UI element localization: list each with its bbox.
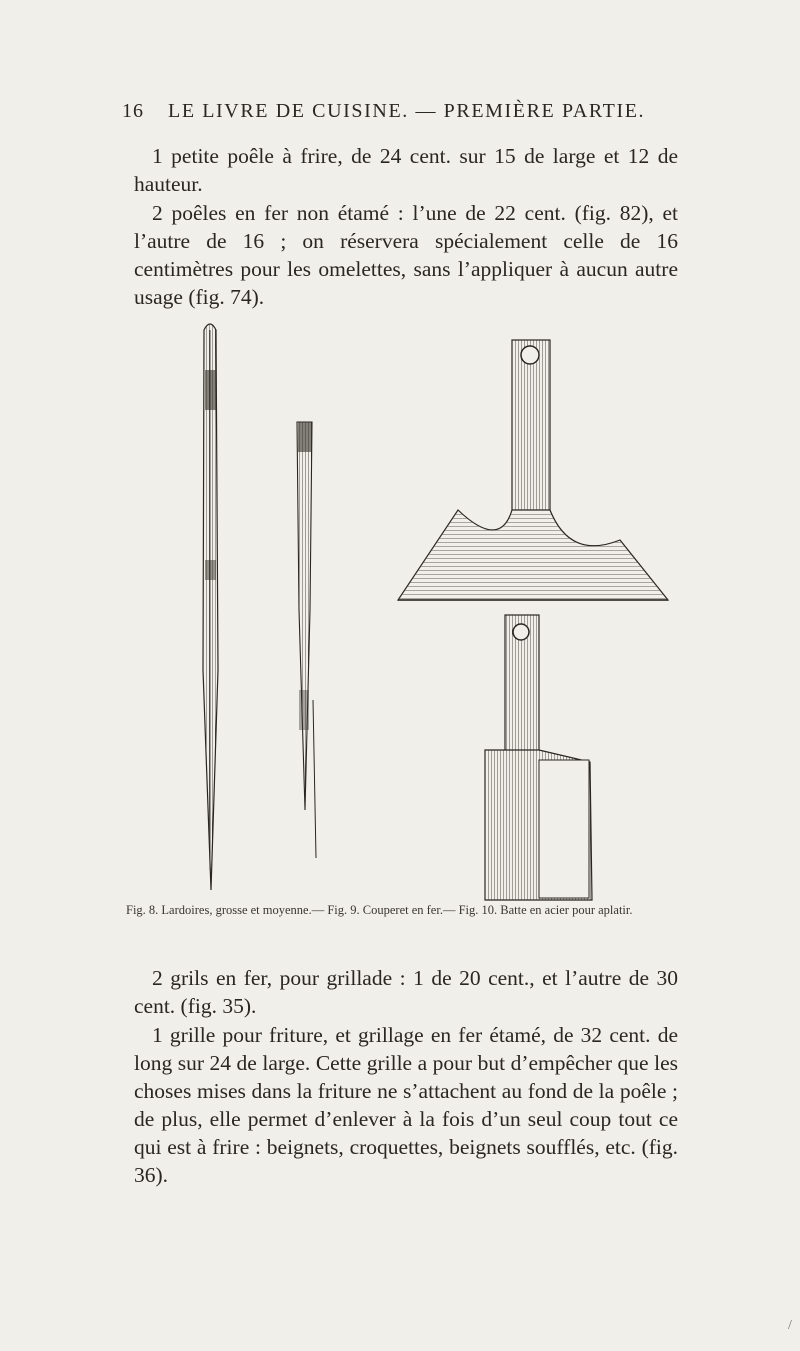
- page-number: 16: [122, 100, 144, 122]
- medium-larding-needle: [297, 422, 316, 858]
- figure-caption: Fig. 8. Lardoires, grosse et moyenne.— Fig. 9. Couperet en fer.— Fig. 10. Batte en acier pour aplatir.: [126, 903, 633, 917]
- running-title: LE LIVRE DE CUISINE. — PREMIÈRE PARTIE.: [168, 100, 646, 122]
- kitchen-tools-illustration: [200, 310, 680, 910]
- steel-meat-bat: [485, 615, 592, 900]
- large-larding-needle: [203, 324, 218, 890]
- paragraph-grils: 2 grils en fer, pour grillade : 1 de 20 cent., et l’autre de 30 cent. (fig. 35).: [134, 966, 678, 1018]
- paragraph-petite-poele: 1 petite poêle à frire, de 24 cent. sur 15 de large et 12 de hauteur.: [134, 144, 678, 196]
- paragraph-grille-friture: 1 grille pour friture, et grillage en fer étamé, de 32 cent. de long sur 24 de large. Cette grille a pour but d’empêcher que les choses mises dans la friture ne s’attachent au fond de la poêle ; de plus, elle permet d’enlever à la fois d’un seul coup tout ce qui est à frire : beignets, croquettes, beignets soufflés, etc. (fig. 36).: [134, 1023, 678, 1187]
- stray-mark: /: [788, 1318, 792, 1333]
- iron-cleaver: [398, 340, 668, 600]
- paragraph-poeles-fer: 2 poêles en fer non étamé : l’une de 22 cent. (fig. 82), et l’autre de 16 ; on réservera spécialement celle de 16 centimètres pour les omelettes, sans l’appliquer à aucun autre usage (fig. 74).: [134, 201, 678, 309]
